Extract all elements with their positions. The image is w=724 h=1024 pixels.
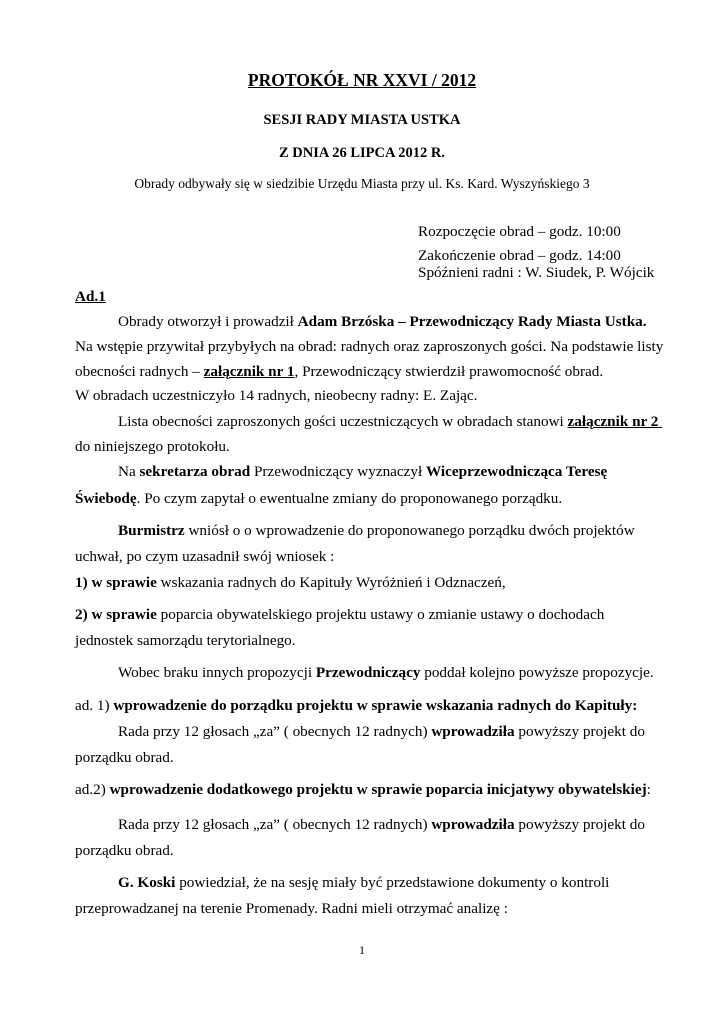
document-date: Z DNIA 26 LIPCA 2012 R. <box>279 145 445 161</box>
paragraph-mayor-line2: uchwał, po czym uzasadnił swój wniosek : <box>75 548 335 565</box>
paragraph-secretary-line2: Świebodę. Po czym zapytał o ewentualne zmiany do proponowanego porządku. <box>75 490 563 507</box>
attachment-1-link[interactable]: załącznik nr 1 <box>203 363 295 380</box>
list-item-2-line2: jednostek samorządu terytorialnego. <box>75 632 296 649</box>
page-number: 1 <box>359 943 365 957</box>
document-title: PROTOKÓŁ NR XXVI / 2012 <box>247 70 477 90</box>
meeting-place: Obrady odbywały się w siedzibie Urzędu Miasta przy ul. Ks. Kard. Wyszyńskiego 3 <box>134 176 590 191</box>
paragraph-opening: Obrady otworzył i prowadził Adam Brzóska – Przewodniczący Rady Miasta Ustka. <box>118 313 647 330</box>
start-time: Rozpoczęcie obrad – godz. 10:00 <box>418 223 621 240</box>
vote2-line2: porządku obrad. <box>75 842 174 859</box>
paragraph-guests-line1: Lista obecności zaproszonych gości uczestniczących w obradach stanowi załącznik nr 2 <box>118 413 659 430</box>
vote1-line2: porządku obrad. <box>75 749 174 766</box>
section-heading-ad1: Ad.1 <box>75 288 106 305</box>
vote2-line1: Rada przy 12 głosach „za” ( obecnych 12 radnych) wprowadziła powyższy projekt do <box>118 816 645 833</box>
paragraph-koski-line1: G. Koski powiedział, że na sesję miały być przedstawione dokumenty o kontroli <box>118 874 610 891</box>
paragraph-secretary-line1: Na sekretarza obrad Przewodniczący wyznaczył Wiceprzewodnicząca Teresę <box>118 463 608 480</box>
paragraph-koski-line2: przeprowadzanej na terenie Promenady. Radni mieli otrzymać analizę : <box>75 900 508 917</box>
late-councillors: Spóźnieni radni : W. Siudek, P. Wójcik <box>418 264 655 281</box>
attachment-2-link[interactable]: załącznik nr 2 <box>567 413 659 430</box>
list-item-2-line1: 2) w sprawie poparcia obywatelskiego projektu ustawy o zmianie ustawy o dochodach <box>75 606 605 623</box>
vote1-line1: Rada przy 12 głosach „za” ( obecnych 12 radnych) wprowadziła powyższy projekt do <box>118 723 645 740</box>
paragraph-guests-line2: do niniejszego protokołu. <box>75 438 230 455</box>
document-subtitle: SESJI RADY MIASTA USTKA <box>263 112 461 128</box>
paragraph-welcome-line1: Na wstępie przywitał przybyłych na obrad: radnych oraz zaproszonych gości. Na podstawie listy <box>75 338 664 355</box>
paragraph-welcome-line2: obecności radnych – załącznik nr 1, Przewodniczący stwierdził prawomocność obrad. <box>75 363 604 380</box>
paragraph-mayor-line1: Burmistrz wniósł o o wprowadzenie do proponowanego porządku dwóch projektów <box>118 522 635 539</box>
list-item-1: 1) w sprawie wskazania radnych do Kapituły Wyróżnień i Odznaczeń, <box>75 574 506 591</box>
end-time: Zakończenie obrad – godz. 14:00 <box>418 247 621 264</box>
paragraph-attendance: W obradach uczestniczyło 14 radnych, nieobecny radny: E. Zając. <box>75 387 478 404</box>
ad2-heading: ad.2) wprowadzenie dodatkowego projektu w sprawie poparcia inicjatywy obywatelskiej: <box>75 781 651 798</box>
ad1-heading: ad. 1) wprowadzenie do porządku projektu w sprawie wskazania radnych do Kapituły: <box>75 697 638 714</box>
paragraph-no-proposals: Wobec braku innych propozycji Przewodniczący poddał kolejno powyższe propozycje. <box>118 664 654 681</box>
